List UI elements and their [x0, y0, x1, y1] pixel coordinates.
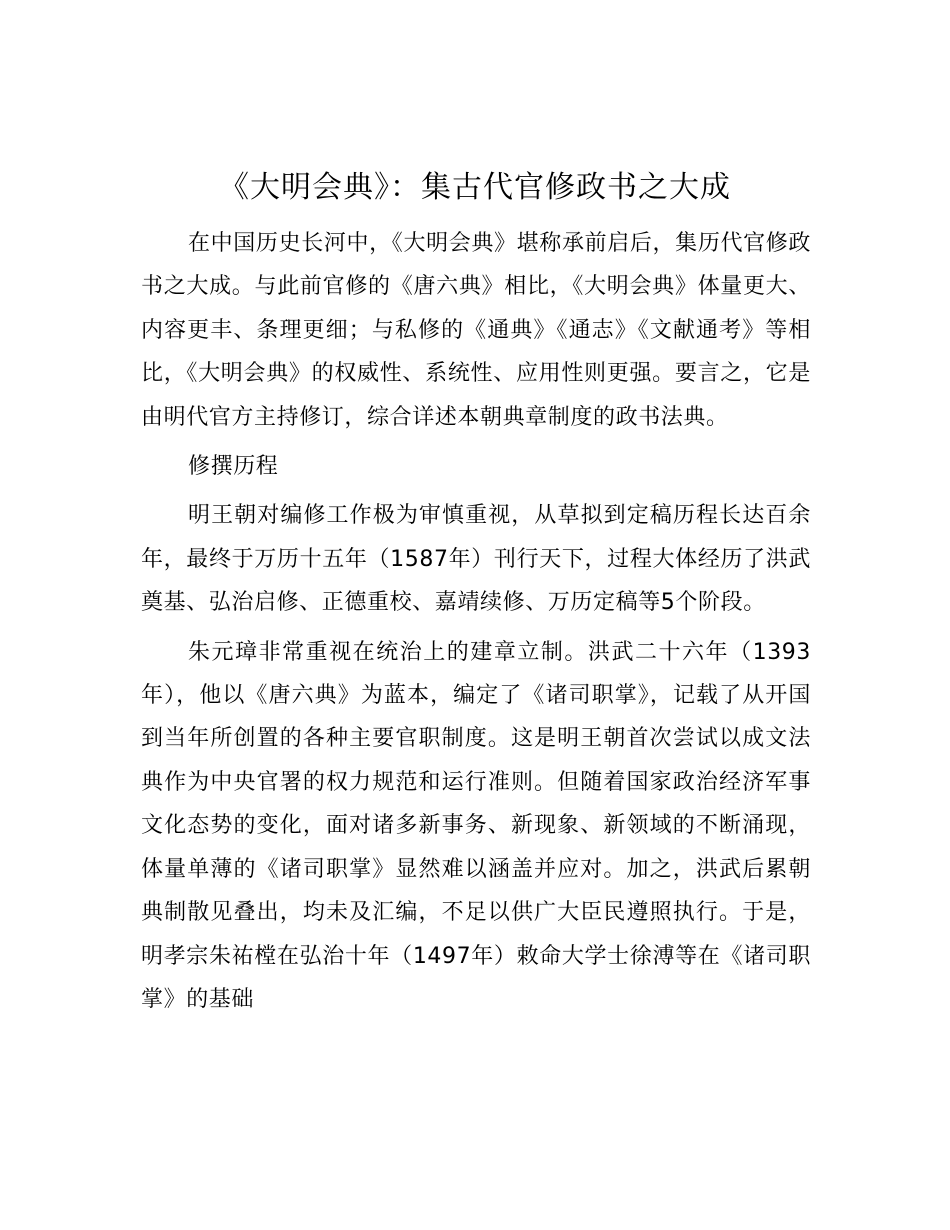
document-body [141, 222, 811, 1027]
paragraph-intro: 在中国历史长河中，《大明会典》堪称承前启后，集历代官修政书之大成。与此前官修的《唐六典》相比，《大明会典》体量更大、内容更丰、条理更细；与私修的《通典》《通志》《文献通考》等相比，《大明会典》的权威性、系统性、应用性则更强。要言之，它是由明代官方主持修订，综合详述本朝典章制度的政书法典。 [141, 231, 811, 430]
section-heading: 修撰历程 [188, 454, 279, 480]
paragraph-hongwu: 朱元璋非常重视在统治上的建章立制。洪武二十六年（1393年），他以《唐六典》为蓝本，编定了《诸司职掌》，记载了从开国到当年所创置的各种主要官职制度。这是明王朝首次尝试以成文法典作为中央官署的权力规范和运行准则。但随着国家政治经济军事文化态势的变化，面对诸多新事务、新现象、新领域的不断涌现，体量单薄的《诸司职掌》显然难以涵盖并应对。加之，洪武后累朝典制散见叠出，均未及汇编，不足以供广大臣民遵照执行。于是，明孝宗朱祐樘在弘治十年（1497年）敕命大学士徐溥等在《诸司职掌》的基础 [141, 639, 811, 1012]
document-title: 《大明会典》：集古代官修政书之大成 [219, 170, 731, 205]
paragraph-history: 明王朝对编修工作极为审慎重视，从草拟到定稿历程长达百余年，最终于万历十五年（1587年）刊行天下，过程大体经历了洪武奠基、弘治启修、正德重校、嘉靖续修、万历定稿等5个阶段。 [141, 503, 811, 616]
